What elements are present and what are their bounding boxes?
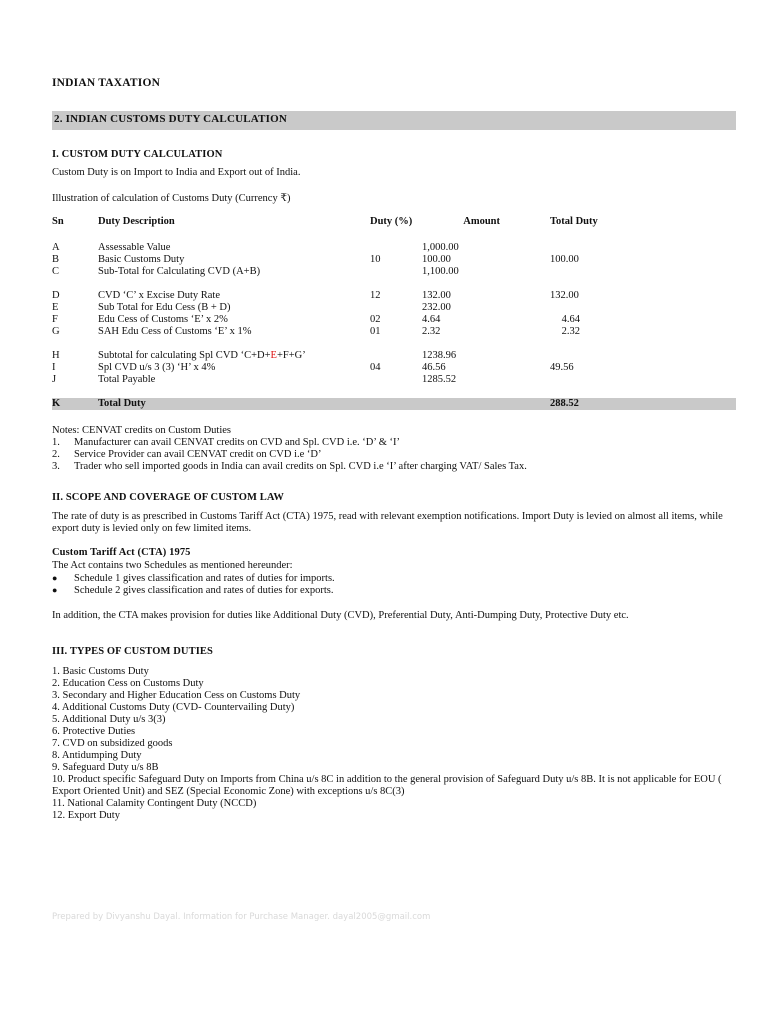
list-item: 10. Product specific Safeguard Duty on Imports from China u/s 8C in addition to the general provision of Safeguard Duty u/s 8B. It is not applicable for EOU ( Export Oriented Unit) and SEZ (Special Economic Zone) with exceptions u/s 8C(3) bbox=[52, 774, 722, 797]
row-total: 2.32 bbox=[561, 326, 580, 337]
section2-paragraph: The rate of duty is as prescribed in Customs Tariff Act (CTA) 1975, read with relevant exemption notifications. Import Duty is levied on almost all items, while export duty is levied only on few limited items. bbox=[52, 511, 723, 534]
row-duty: 10 bbox=[370, 254, 381, 265]
row-duty bbox=[370, 266, 422, 278]
row-total: 132.00 bbox=[550, 290, 579, 301]
row-desc: Basic Customs Duty bbox=[98, 254, 185, 265]
duty-types-list bbox=[52, 666, 736, 822]
list-item: 6. Protective Duties bbox=[52, 726, 136, 737]
section-band bbox=[52, 111, 736, 130]
list-item: 3. Trader who sell imported goods in India can avail credits on Spl. CVD i.e ‘I’ after charging VAT/ Sales Tax. bbox=[52, 461, 527, 472]
row-duty bbox=[370, 242, 422, 254]
list-item: 9. Safeguard Duty u/s 8B bbox=[52, 762, 159, 773]
row-total bbox=[500, 374, 736, 386]
row-total bbox=[500, 242, 736, 254]
table-row bbox=[52, 374, 736, 386]
col-header-description: Duty Description bbox=[98, 216, 175, 227]
section1-title: I. CUSTOM DUTY CALCULATION bbox=[52, 149, 223, 160]
table-row bbox=[52, 362, 736, 374]
section3-title: III. TYPES OF CUSTOM DUTIES bbox=[52, 646, 213, 657]
list-item: 7. CVD on subsidized goods bbox=[52, 738, 173, 749]
list-item: 2. Education Cess on Customs Duty bbox=[52, 678, 204, 689]
row-duty: 12 bbox=[370, 290, 381, 301]
act-intro: The Act contains two Schedules as mentioned hereunder: bbox=[52, 560, 293, 571]
row-total: 49.56 bbox=[550, 362, 574, 373]
row-desc: Spl CVD u/s 3 (3) ‘H’ x 4% bbox=[98, 362, 216, 373]
list-item: ● Schedule 2 gives classification and rates of duties for exports. bbox=[52, 585, 334, 596]
page-heading: INDIAN TAXATION bbox=[52, 77, 161, 89]
duty-calculation-table bbox=[52, 216, 736, 410]
row-amount: 1285.52 bbox=[422, 374, 457, 385]
row-total bbox=[500, 302, 736, 314]
table-row bbox=[52, 290, 736, 302]
row-amount: 1,100.00 bbox=[422, 266, 459, 277]
list-item: 4. Additional Customs Duty (CVD- Countervailing Duty) bbox=[52, 702, 295, 713]
footer-credit: Prepared by Divyanshu Dayal. Information for Purchase Manager. dayal2005@gmail.com bbox=[52, 912, 431, 922]
cta-addition: In addition, the CTA makes provision for duties like Additional Duty (CVD), Preferential Duty, Anti-Dumping Duty, Protective Duty etc. bbox=[52, 610, 629, 621]
row-desc: Assessable Value bbox=[98, 242, 171, 253]
row-desc: SAH Edu Cess of Customs ‘E’ x 1% bbox=[98, 326, 252, 337]
notes-list bbox=[52, 437, 527, 473]
row-sn: G bbox=[52, 326, 60, 337]
list-item: 8. Antidumping Duty bbox=[52, 750, 142, 761]
col-header-amount: Amount bbox=[463, 216, 500, 227]
row-amount: 46.56 bbox=[422, 362, 446, 373]
row-duty: 04 bbox=[370, 362, 381, 373]
band-title: 2. INDIAN CUSTOMS DUTY CALCULATION bbox=[54, 113, 288, 125]
row-sn: F bbox=[52, 314, 58, 325]
table-row bbox=[52, 314, 736, 326]
list-item: 1. Basic Customs Duty bbox=[52, 666, 149, 677]
row-sn: D bbox=[52, 290, 60, 301]
row-amount: 1,000.00 bbox=[422, 242, 459, 253]
table-row bbox=[52, 242, 736, 254]
row-sn: A bbox=[52, 242, 60, 253]
row-total bbox=[500, 350, 736, 362]
row-duty bbox=[370, 350, 422, 362]
cta-subtitle: Custom Tariff Act (CTA) 1975 bbox=[52, 547, 191, 558]
row-sn: K bbox=[52, 398, 98, 410]
table-row bbox=[52, 266, 736, 278]
list-item: 11. National Calamity Contingent Duty (NCCD) bbox=[52, 798, 257, 809]
row-total: 288.52 bbox=[500, 398, 736, 410]
row-desc: Total Duty bbox=[98, 398, 370, 410]
row-sn: C bbox=[52, 266, 60, 277]
list-item: 2. Service Provider can avail CENVAT credit on CVD i.e ‘D’ bbox=[52, 449, 322, 460]
row-duty bbox=[370, 302, 422, 314]
row-desc: Subtotal for calculating Spl CVD ‘C+D+E+F+G’ bbox=[98, 350, 306, 361]
schedule-list bbox=[52, 572, 335, 596]
row-amount: 132.00 bbox=[422, 290, 451, 301]
row-sn: H bbox=[52, 350, 60, 361]
row-amount: 4.64 bbox=[422, 314, 441, 325]
list-item: ● Schedule 1 gives classification and rates of duties for imports. bbox=[52, 573, 335, 584]
row-duty: 01 bbox=[370, 326, 381, 337]
illustration-caption: Illustration of calculation of Customs Duty (Currency ₹) bbox=[52, 193, 291, 204]
row-total: 4.64 bbox=[561, 314, 580, 325]
section1-intro: Custom Duty is on Import to India and Export out of India. bbox=[52, 167, 301, 178]
table-row bbox=[52, 254, 736, 266]
table-header-row bbox=[52, 216, 736, 230]
list-item: 12. Export Duty bbox=[52, 810, 120, 821]
row-duty: 02 bbox=[370, 314, 381, 325]
col-header-total-duty: Total Duty bbox=[550, 216, 598, 227]
row-desc: CVD ‘C’ x Excise Duty Rate bbox=[98, 290, 220, 301]
row-amount: 232.00 bbox=[422, 302, 451, 313]
col-header-duty-percent: Duty (%) bbox=[370, 216, 413, 227]
row-total bbox=[500, 266, 736, 278]
row-sn: E bbox=[52, 302, 59, 313]
row-desc: Sub Total for Edu Cess (B + D) bbox=[98, 302, 231, 313]
col-header-sn: Sn bbox=[52, 216, 64, 227]
row-desc: Total Payable bbox=[98, 374, 156, 385]
row-amount: 1238.96 bbox=[422, 350, 457, 361]
row-sn: B bbox=[52, 254, 60, 265]
list-item: 3. Secondary and Higher Education Cess on Customs Duty bbox=[52, 690, 301, 701]
row-sn: J bbox=[52, 374, 57, 385]
row-amount: 100.00 bbox=[422, 254, 451, 265]
total-duty-row bbox=[52, 398, 736, 410]
table-row bbox=[52, 350, 736, 362]
row-duty bbox=[370, 374, 422, 386]
section2-title: II. SCOPE AND COVERAGE OF CUSTOM LAW bbox=[52, 492, 285, 503]
row-desc: Edu Cess of Customs ‘E’ x 2% bbox=[98, 314, 228, 325]
notes-title: Notes: CENVAT credits on Custom Duties bbox=[52, 425, 231, 436]
list-item: 5. Additional Duty u/s 3(3) bbox=[52, 714, 166, 725]
row-total: 100.00 bbox=[550, 254, 579, 265]
row-amount: 2.32 bbox=[422, 326, 441, 337]
list-item: 1. Manufacturer can avail CENVAT credits on CVD and Spl. CVD i.e. ‘D’ & ‘I’ bbox=[52, 437, 401, 448]
row-desc: Sub-Total for Calculating CVD (A+B) bbox=[98, 266, 261, 277]
row-sn: I bbox=[52, 362, 56, 373]
table-row bbox=[52, 326, 736, 338]
table-row bbox=[52, 302, 736, 314]
